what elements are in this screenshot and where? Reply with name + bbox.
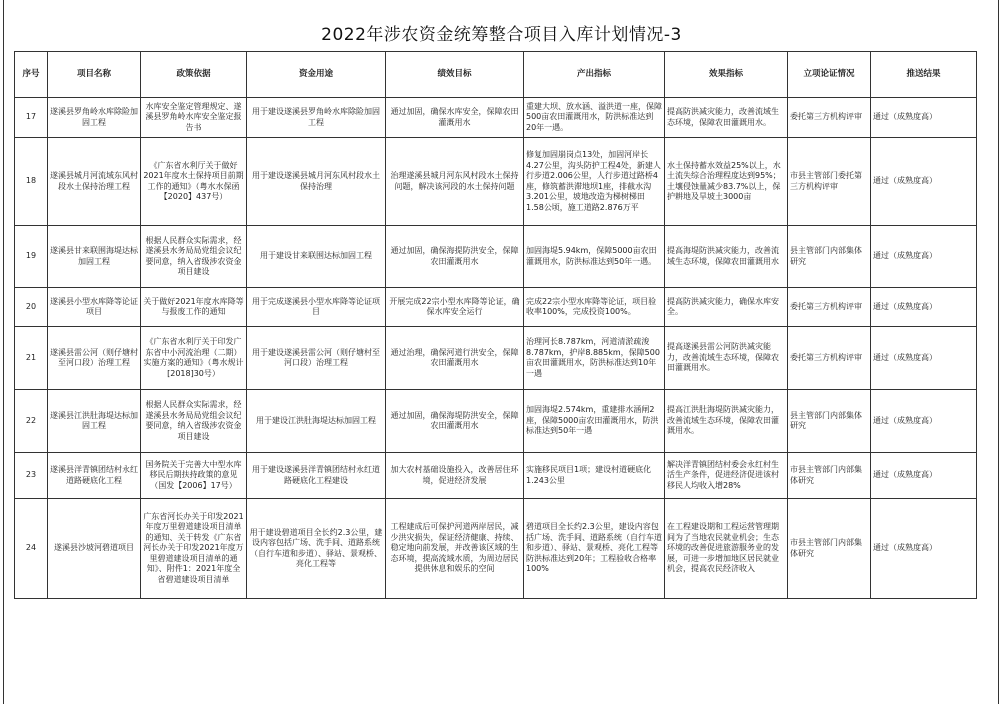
table-row — [15, 499, 977, 599]
cell-fund-usage — [247, 499, 386, 599]
header-approval-status: 立项论证情况 — [788, 52, 871, 98]
cell-fund-usage — [247, 288, 386, 327]
performance-goal-text: 治理遂溪县城月河东风村段水土保持问题，解决该河段的水土保持问题 — [390, 171, 519, 191]
policy-basis-text: 水库安全鉴定管理规定、遂溪县罗角岭水库安全鉴定报告书 — [145, 101, 242, 132]
cell-output-indicator — [524, 226, 665, 288]
cell-output-indicator — [524, 453, 665, 499]
header-no: 序号 — [15, 52, 48, 98]
fund-usage-text: 用于建设碧道项目全长约2.3公里，建设内容包括广场、洗手间、道路系统（自行车道和步道）、驿站、景观桥、亮化工程等 — [249, 527, 383, 568]
header-fund-usage: 资金用途 — [247, 52, 386, 98]
cell-effect-indicator — [665, 138, 788, 226]
fund-usage-text: 用于建设遂溪县罗角岭水库除险加固工程 — [252, 107, 380, 127]
table-row — [15, 288, 977, 327]
header-project-name: 项目名称 — [48, 52, 141, 98]
approval-status-text: 委托第三方机构评审 — [790, 352, 862, 362]
effect-indicator-text: 提高防洪减灾能力，确保水库安全。 — [667, 296, 779, 316]
header-output-indicator: 产出指标 — [524, 52, 665, 98]
cell-push-result — [871, 98, 977, 138]
push-result-text: 通过（成熟度高） — [873, 470, 937, 480]
fund-usage-text: 用于建设江洪肚海堤达标加固工程 — [256, 415, 376, 425]
policy-basis-text: 《广东省水利厅关于做好2021年度水土保持项目前期工作的通知》（粤水水保函【2020】437号） — [143, 160, 244, 201]
cell-project-name — [48, 226, 141, 288]
push-result-text: 通过（成熟度高） — [873, 112, 937, 122]
cell-performance-goal — [386, 288, 524, 327]
cell-approval-status — [788, 499, 871, 599]
row-number-text: 19 — [25, 251, 37, 261]
cell-approval-status — [788, 453, 871, 499]
row-number-text: 24 — [25, 543, 37, 553]
push-result-text: 通过（成熟度高） — [873, 176, 937, 186]
fund-usage-text: 用于建设甘来联围达标加固工程 — [260, 251, 372, 261]
cell-row-number — [15, 138, 48, 226]
cell-push-result — [871, 327, 977, 390]
table-row — [15, 327, 977, 390]
cell-project-name — [48, 327, 141, 390]
push-result-text: 通过（成熟度高） — [873, 415, 937, 425]
cell-project-name — [48, 390, 141, 453]
cell-performance-goal — [386, 499, 524, 599]
fund-usage-text: 用于完成遂溪县小型水库降等论证项目 — [252, 296, 380, 316]
cell-push-result — [871, 453, 977, 499]
cell-policy-basis — [141, 499, 247, 599]
output-indicator-text: 实施移民项目1项；建设村道硬底化1.243公里 — [526, 465, 652, 485]
header-row — [15, 52, 977, 98]
page-left-border — [3, 0, 4, 704]
cell-approval-status — [788, 327, 871, 390]
cell-row-number — [15, 327, 48, 390]
cell-effect-indicator — [665, 226, 788, 288]
cell-row-number — [15, 499, 48, 599]
cell-project-name — [48, 288, 141, 327]
cell-policy-basis — [141, 98, 247, 138]
header-effect-indicator: 效果指标 — [665, 52, 788, 98]
project-name-text: 遂溪县小型水库降等论证项目 — [50, 296, 138, 316]
cell-approval-status — [788, 390, 871, 453]
row-number-text: 18 — [25, 176, 37, 186]
cell-effect-indicator — [665, 327, 788, 390]
cell-approval-status — [788, 288, 871, 327]
output-indicator-text: 完成22宗小型水库降等论证，项目验收率100%，完成投资100%。 — [526, 296, 657, 316]
document-title: 2022年涉农资金统筹整合项目入库计划情况-3 — [321, 25, 682, 45]
cell-output-indicator — [524, 98, 665, 138]
effect-indicator-text: 提高遂溪县雷公河防洪减灾能力，改善流域生态环境，保障农田灌溉用水。 — [667, 342, 779, 373]
table-row — [15, 98, 977, 138]
cell-output-indicator — [524, 138, 665, 226]
cell-project-name — [48, 453, 141, 499]
output-indicator-text: 加固海堤5.94km，保障5000亩农田灌溉用水，防洪标准达到50年一遇。 — [526, 246, 657, 266]
cell-effect-indicator — [665, 288, 788, 327]
push-result-text: 通过（成熟度高） — [873, 543, 937, 553]
cell-effect-indicator — [665, 499, 788, 599]
cell-performance-goal — [386, 390, 524, 453]
approval-status-text: 委托第三方机构评审 — [790, 301, 862, 311]
cell-project-name — [48, 98, 141, 138]
cell-push-result — [871, 288, 977, 327]
effect-indicator-text: 在工程建设期和工程运营管理期间为了当地农民就业机会；生态环境的改善促进旅游服务业的发展，可进一步增加地区居民就业机会，提高农民经济收入 — [667, 522, 779, 574]
cell-performance-goal — [386, 453, 524, 499]
performance-goal-text: 通过加固，确保海堤防洪安全，保障农田灌溉用水 — [390, 410, 519, 430]
cell-push-result — [871, 499, 977, 599]
row-number-text: 23 — [25, 470, 37, 480]
cell-effect-indicator — [665, 390, 788, 453]
cell-performance-goal — [386, 98, 524, 138]
row-number-text: 21 — [25, 352, 37, 362]
project-table — [14, 51, 977, 599]
output-indicator-text: 治理河长8.787km，河道清淤疏浚8.787km，护岸8.885km，保障500亩农田灌溉用水，防洪标准达到10年一遇 — [526, 337, 660, 378]
policy-basis-text: 《广东省水利厅关于印发广东省中小河流治理（二期）实施方案的通知》（粤水规计[2018]30号） — [143, 337, 244, 378]
header-performance-goal: 绩效目标 — [386, 52, 524, 98]
policy-basis-text: 根据人民群众实际需求，经遂溪县水务局局党组会议纪要同意，纳入省级涉农资金项目建设 — [145, 235, 242, 276]
output-indicator-text: 碧道项目全长约2.3公里，建设内容包括广场、洗手间、道路系统（自行车道和步道）、驿站、景观桥、亮化工程等防洪标准达到20年；工程验收合格率100% — [526, 522, 662, 574]
cell-project-name — [48, 499, 141, 599]
cell-fund-usage — [247, 327, 386, 390]
cell-performance-goal — [386, 327, 524, 390]
cell-row-number — [15, 390, 48, 453]
row-number-text: 22 — [25, 415, 37, 425]
project-name-text: 遂溪县罗角岭水库除险加固工程 — [50, 107, 138, 127]
cell-push-result — [871, 390, 977, 453]
cell-performance-goal — [386, 138, 524, 226]
table-row — [15, 226, 977, 288]
row-number-text: 17 — [25, 112, 37, 122]
cell-approval-status — [788, 138, 871, 226]
cell-row-number — [15, 453, 48, 499]
project-name-text: 遂溪县城月河流域东风村段水土保持治理工程 — [50, 171, 138, 191]
cell-output-indicator — [524, 327, 665, 390]
approval-status-text: 市县主管部门内部集体研究 — [790, 465, 862, 485]
performance-goal-text: 通过加固，确保海提防洪安全，保障农田灌溉用水 — [390, 246, 519, 266]
cell-policy-basis — [141, 226, 247, 288]
output-indicator-text: 重建大坝、放水涵、溢洪道一座，保障500亩农田灌溉用水，防洪标准达到20年一遇。 — [526, 101, 662, 132]
cell-fund-usage — [247, 390, 386, 453]
output-indicator-text: 修复加固崩岗点13处，加固河岸长4.27公里，沟头防护工程4处，新建人行步道2.006公里，人行步道过路桥4座，修筑蓄洪滞地坝1座，排截水沟3.201公里，坡地改造为梯树梯田1.58公顷，施工道路2.876万平 — [526, 150, 661, 212]
cell-row-number — [15, 98, 48, 138]
cell-output-indicator — [524, 288, 665, 327]
header-push-result: 推送结果 — [871, 52, 977, 98]
cell-fund-usage — [247, 98, 386, 138]
performance-goal-text: 工程建成后可保护河道两岸居民，减少洪灾损失，保证经济健康、持续、稳定地向前发展，并改善该区域的生态环境，提高流域水质，为周边居民提供休息和娱乐的空间 — [390, 522, 519, 574]
cell-effect-indicator — [665, 453, 788, 499]
performance-goal-text: 通过加固，确保水库安全，保障农田灌溉用水 — [390, 107, 519, 127]
table-row — [15, 138, 977, 226]
effect-indicator-text: 提高海堤防洪减灾能力，改善流域生态环境，保障农田灌溉用水 — [667, 246, 779, 266]
cell-policy-basis — [141, 138, 247, 226]
performance-goal-text: 加大农村基础设施投入，改善居住环境，促进经济发展 — [390, 465, 519, 485]
performance-goal-text: 通过治理，确保河道行洪安全，保障农田灌溉用水 — [390, 347, 519, 367]
cell-fund-usage — [247, 226, 386, 288]
fund-usage-text: 用于建设遂溪县洋青镇团结村永红道路硬底化工程建设 — [252, 465, 380, 485]
cell-output-indicator — [524, 499, 665, 599]
row-number-text: 20 — [25, 301, 37, 311]
project-name-text: 遂溪县江洪肚海堤达标加固工程 — [50, 410, 138, 430]
cell-policy-basis — [141, 453, 247, 499]
effect-indicator-text: 提高防洪减灾能力，改善流域生态环境，保障农田灌溉用水。 — [667, 107, 779, 127]
project-name-text: 遂溪县雷公河（则仔塘村至河口段）治理工程 — [50, 347, 138, 367]
output-indicator-text: 加固海堤2.574km，重建排水涵闸2座，保障5000亩农田灌溉用水，防洪标准达到50年一遇 — [526, 405, 659, 436]
policy-basis-text: 关于做好2021年度水库降等与报废工作的通知 — [143, 296, 244, 316]
cell-project-name — [48, 138, 141, 226]
push-result-text: 通过（成熟度高） — [873, 301, 937, 311]
cell-row-number — [15, 226, 48, 288]
cell-push-result — [871, 138, 977, 226]
cell-output-indicator — [524, 390, 665, 453]
push-result-text: 通过（成熟度高） — [873, 352, 937, 362]
cell-row-number — [15, 288, 48, 327]
effect-indicator-text: 水土保持蓄水效益25%以上，水土流失综合治理程度达到95%；土壤侵蚀量减少83.7%以上，保护耕地及旱坡土3000亩 — [667, 160, 781, 201]
effect-indicator-text: 提高江洪肚海堤防洪减灾能力，改善流域生态环境，保障农田灌溉用水。 — [667, 405, 779, 436]
effect-indicator-text: 解决洋青镇团结村委会永红村生活生产条件，促进经济促进该村移民人均收入增28% — [667, 459, 779, 490]
approval-status-text: 市县主管部门委托第三方机构评审 — [790, 171, 862, 191]
fund-usage-text: 用于建设遂溪县城月河东风村段水土保持治理 — [252, 171, 380, 191]
fund-usage-text: 用于建设遂溪县雷公河（则仔塘村至河口段）治理工程 — [252, 347, 380, 367]
approval-status-text: 委托第三方机构评审 — [790, 112, 862, 122]
cell-policy-basis — [141, 327, 247, 390]
project-name-text: 遂溪县沙坡河碧道项目 — [54, 543, 134, 553]
table-row — [15, 390, 977, 453]
cell-policy-basis — [141, 288, 247, 327]
cell-fund-usage — [247, 138, 386, 226]
approval-status-text: 县主管部门内部集体研究 — [790, 410, 862, 430]
approval-status-text: 市县主管部门内部集体研究 — [790, 538, 862, 558]
header-policy-basis: 政策依据 — [141, 52, 247, 98]
push-result-text: 通过（成熟度高） — [873, 251, 937, 261]
approval-status-text: 县主管部门内部集体研究 — [790, 246, 862, 266]
policy-basis-text: 根据人民群众实际需求，经遂溪县水务局局党组会议纪要同意，纳入省级涉农资金项目建设 — [145, 400, 242, 441]
project-name-text: 遂溪县洋青镇团结村永红道路硬底化工程 — [50, 465, 138, 485]
cell-approval-status — [788, 98, 871, 138]
policy-basis-text: 国务院关于完善大中型水库移民后期扶持政策的意见（国发【2006】17号） — [145, 459, 242, 490]
policy-basis-text: 广东省河长办关于印发2021年度万里碧道建设项目清单的通知、关于转发《广东省河长办关于印发2021年度万里碧道建设项目清单的通知》、附件1：2021年度全省碧道建设项目清单 — [143, 511, 244, 584]
project-name-text: 遂溪县甘来联围海堤达标加固工程 — [50, 246, 138, 266]
page-right-border — [998, 0, 999, 704]
table-row — [15, 453, 977, 499]
cell-approval-status — [788, 226, 871, 288]
cell-policy-basis — [141, 390, 247, 453]
cell-effect-indicator — [665, 98, 788, 138]
cell-push-result — [871, 226, 977, 288]
cell-performance-goal — [386, 226, 524, 288]
performance-goal-text: 开展完成22宗小型水库降等论证，确保水库安全运行 — [389, 296, 520, 316]
cell-fund-usage — [247, 453, 386, 499]
